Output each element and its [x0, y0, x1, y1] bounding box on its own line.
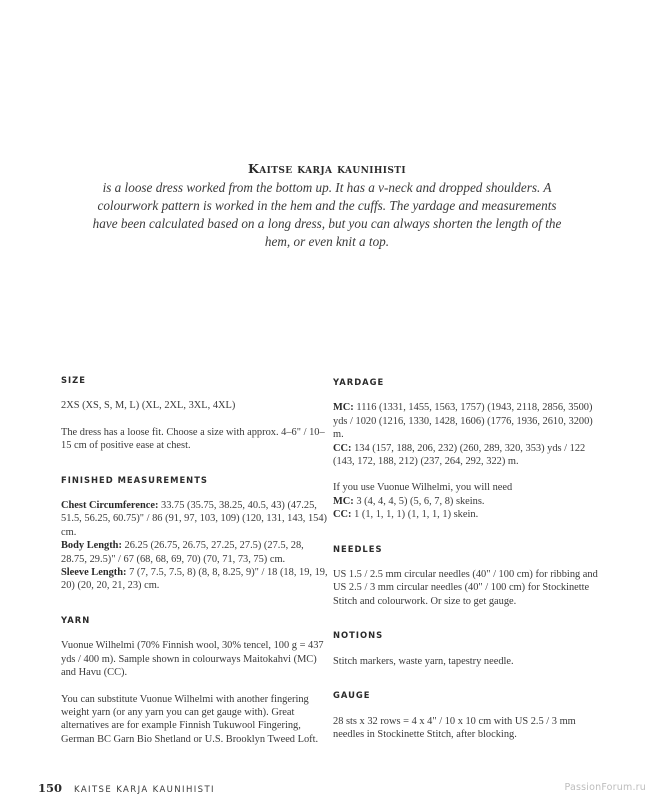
mc-yardage-value: 1116 (1331, 1455, 1563, 1757) (1943, 2118, 2856, 3500) yds / 1020 (1216, 1330, 1428, 1606) (1776, 1936, 2610, 3200) m.	[333, 402, 593, 441]
watermark: PassionForum.ru	[564, 782, 646, 793]
chest-value: 33.75 (35.75, 38.25, 40.5, 43) (47.25, 51.5, 56.25, 60.75)" / 86 (91, 97, 103, 109) (120, 131, 143, 154) cm.	[61, 500, 328, 538]
mc-skeins-value: 3 (4, 4, 4, 5) (5, 6, 7, 8) skeins.	[353, 495, 485, 507]
left-column	[61, 374, 329, 759]
needles-heading: NEEDLES	[333, 543, 383, 554]
yarn-description: Vuonue Wilhelmi (70% Finnish wool, 30% tencel, 100 g = 437 yds / 400 m). Sample shown in colourways Maitokahvi (MC) and Havu (CC).	[61, 640, 324, 679]
yarn-substitute: You can substitute Vuonue Wilhelmi with another fingering weight yarn (or any yarn you can get gauge with). Great alternatives are for example Finnish Tukuwool Fingering, German BC Garn Bio Shetland or U.S. Brooklyn Tweed Loft.	[61, 693, 319, 745]
size-heading: SIZE	[61, 375, 86, 385]
mc-yardage-label: MC:	[333, 402, 354, 414]
pattern-title: Kaitse karja kaunihisti	[247, 161, 407, 176]
notions-text: Stitch markers, waste yarn, tapestry needle.	[333, 655, 514, 667]
chest-label: Chest Circumference:	[61, 500, 159, 512]
finished-measurements-heading: FINISHED MEASUREMENTS	[61, 474, 208, 485]
page-number: 150	[38, 781, 63, 795]
intro	[92, 161, 562, 251]
cc-skeins-value: 1 (1, 1, 1, 1) (1, 1, 1, 1) skein.	[351, 509, 479, 521]
yardage-amounts	[333, 401, 601, 468]
skein-amounts	[333, 481, 601, 521]
running-title: KAITSE KARJA KAUNIHISTI	[74, 785, 215, 795]
cc-skeins-label: CC:	[333, 509, 352, 521]
sleeve-length-label: Sleeve Length:	[61, 567, 127, 579]
size-list: 2XS (XS, S, M, L) (XL, 2XL, 3XL, 4XL)	[61, 400, 236, 412]
yarn-heading: YARN	[61, 614, 91, 625]
mc-skeins-label: MC:	[333, 495, 354, 507]
body-length-value: 26.25 (26.75, 26.75, 27.25, 27.5) (27.5, 28, 28.75, 29.5)" / 67 (68, 68, 69, 70) (70, 71, 73, 75) cm.	[61, 540, 304, 565]
finished-measurements	[61, 499, 329, 593]
notions-heading: NOTIONS	[333, 630, 384, 641]
page-footer	[38, 781, 215, 795]
cc-yardage-value: 134 (157, 188, 206, 232) (260, 289, 320, 353) yds / 122 (143, 172, 188, 212) (237, 264, 292, 322) m.	[333, 442, 586, 468]
body-length-label: Body Length:	[61, 540, 122, 552]
size-fit-note: The dress has a loose fit. Choose a size with approx. 4–6" / 10–15 cm of positive ease at chest.	[61, 426, 325, 452]
intro-description: is a loose dress worked from the bottom up. It has a v-neck and dropped shoulders. A colourwork pattern is worked in the hem and the cuffs. The yardage and measurements have been calculated based on a long dress, but you can always shorten the length of the hem, or even knit a top.	[92, 180, 562, 249]
yardage-heading: YARDAGE	[333, 377, 385, 387]
gauge-text: 28 sts x 32 rows = 4 x 4" / 10 x 10 cm with US 2.5 / 3 mm needles in Stockinette Stitch, after blocking.	[333, 715, 576, 740]
cc-yardage-label: CC:	[333, 442, 352, 454]
needles-text: US 1.5 / 2.5 mm circular needles (40" / 100 cm) for ribbing and US 2.5 / 3 mm circular needles (40" / 100 cm) for Stockinette Stitch and colourwork. Or size to get gauge.	[333, 569, 598, 607]
skein-intro: If you use Vuonue Wilhelmi, you will need	[333, 482, 513, 494]
sleeve-length-value: 7 (7, 7.5, 7.5, 8) (8, 8, 8.25, 9)" / 18 (18, 19, 19, 20) (20, 20, 21, 23) cm.	[61, 567, 328, 592]
right-column	[333, 376, 601, 741]
gauge-heading: GAUGE	[333, 690, 371, 701]
